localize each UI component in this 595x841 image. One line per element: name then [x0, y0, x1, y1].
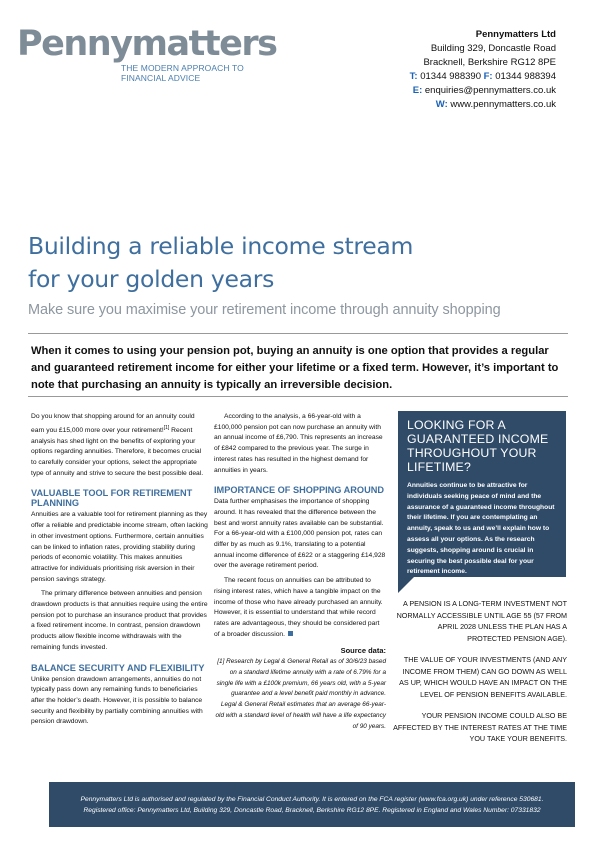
section-heading: IMPORTANCE OF SHOPPING AROUND [214, 485, 384, 496]
address-line-1: Building 329, Doncastle Road [430, 43, 556, 54]
tagline-line-1: THE MODERN APPROACH TO [121, 63, 244, 73]
footnote-ref: [1] [163, 424, 170, 431]
email-address[interactable]: enquiries@pennymatters.co.uk [424, 85, 556, 96]
boxout-tail-shape [398, 576, 415, 593]
paragraph: Data further emphasises the importance of shopping around. It has revealed that the difference between the best and worst annuity rates available can be substantial. For a 66-year-old with a £100,000 pension pot, rates can differ by as much as 9.1%, translating to a potential annual income difference of £622 or a staggering £14,928 over the average retirement period. [214, 498, 386, 570]
web-label: W: [435, 99, 448, 110]
section-heading: BALANCE SECURITY AND FLEXIBILITY [31, 662, 205, 673]
web-line [410, 98, 556, 112]
fax-number: 01344 988394 [495, 71, 556, 82]
risk-warning: YOUR PENSION INCOME COULD ALSO BE AFFECTED BY THE INTEREST RATES AT THE TIME YOU TAKE YOUR BENEFITS. [393, 711, 567, 743]
paragraph [31, 412, 208, 479]
boxout-panel [398, 411, 566, 577]
company-logo [17, 26, 276, 83]
boxout-body: Annuities continue to be attractive for individuals seeking peace of mind and the assurance of a guaranteed income throughout their lifetime. If you are contemplating an annuity, speak to us and we’ll explain how to assess all your options. As the research suggests, shopping around is crucial in securing the best possible deal for your retirement income. [407, 482, 555, 576]
boxout-title: LOOKING FOR A GUARANTEED INCOME THROUGHOUT YOUR LIFETIME? [407, 418, 549, 474]
fax-label: F: [483, 71, 493, 82]
tel-label: T: [409, 71, 418, 82]
source-title: Source data: [340, 646, 386, 656]
paragraph: Annuities are a valuable tool for retirement planning as they offer a reliable and predictable income stream, often lacking in other investment options. Furthermore, certain annuities can be linked to inflation rates, providing stability during periods of economic volatility. This makes annuities attractive for individuals prioritising risk aversion in their pension savings strategy. [31, 511, 208, 583]
paragraph-text: The recent focus on annuities can be attributed to rising interest rates, which have a tangible impact on the income of those who have already purchased an annuity. However, it is essential to understand that while record rates are advantageous, they should be considered part of a broader discussion. [214, 577, 383, 638]
paragraph: According to the analysis, a 66-year-old with a £100,000 pension pot can now purchase an annuity with an annual income of £6,790. This represents an increase of £842 compared to the previous year. The surge in interest rates has resulted in the highest demand for annuities in years. [214, 413, 383, 474]
section-heading: VALUABLE TOOL FOR RETIREMENT PLANNING [31, 488, 193, 509]
tel-number: 01344 988390 [420, 71, 481, 82]
email-label: E: [412, 85, 423, 96]
regulatory-footer [49, 782, 575, 827]
paragraph-text: Do you know that shopping around for an annuity could earn you £15,000 more over your retirement! [31, 413, 195, 434]
article-title [28, 230, 413, 296]
article-intro: When it comes to using your pension pot, buying an annuity is one option that provides a regular and guaranteed retirement income for either your lifetime or a fixed term. However, it’s important to note that purchasing an annuity is typically an irreversible decision. [31, 345, 559, 391]
paragraph-text: Recent analysis has shed light on the benefits of exploring your options regarding annuities. Therefore, it becomes crucial to carefully consider your options, select the appropriate type of annuity and strive to secure the best possible deal. [31, 426, 204, 477]
footer-line-2: Registered office: Pennymatters Ltd, Building 329, Doncastle Road, Bracknell, Berkshire RG12 8PE. Registered in England and Wales Number: 07331832 [83, 807, 541, 814]
phone-fax-line [410, 70, 556, 84]
logo-wordmark: Pennymatters [17, 24, 277, 64]
risk-warnings [393, 598, 567, 755]
title-line-2: for your golden years [28, 265, 275, 293]
company-name: Pennymatters Ltd [475, 29, 556, 40]
contact-block [410, 28, 556, 112]
tagline-line-2: FINANCIAL ADVICE [121, 73, 201, 83]
article-column-1 [31, 412, 208, 732]
logo-tagline [121, 63, 276, 83]
end-mark-icon [288, 631, 293, 636]
footer-line-1: Pennymatters Ltd is authorised and regulated by the Financial Conduct Authority. It is entered on the FCA register (www.fca.org.uk) under reference 530681. [80, 796, 544, 803]
address-line-2: Bracknell, Berkshire RG12 8PE [423, 57, 556, 68]
title-line-1: Building a reliable income stream [28, 232, 414, 260]
website-link[interactable]: www.pennymatters.co.uk [450, 99, 556, 110]
paragraph: The primary difference between annuities and pension drawdown products is that annuities require using the entire pension pot to purchase an insurance product that provides a fixed retirement income. In contrast, pension drawdown products allow flexible income withdrawals with the remaining funds invested. [31, 590, 208, 651]
risk-warning: THE VALUE OF YOUR INVESTMENTS (AND ANY INCOME FROM THEM) CAN GO DOWN AS WELL AS UP, WHICH WOULD HAVE AN IMPACT ON THE LEVEL OF PENSION BENEFITS AVAILABLE. [399, 655, 567, 699]
paragraph: Unlike pension drawdown arrangements, annuities do not typically pass down any remaining funds to beneficiaries after the holder’s death. However, it is possible to balance security and flexibility by partially combining annuities with pension drawdown. [31, 675, 203, 726]
source-body: [1] Research by Legal & General Retail as of 30/6/23 based on a standard lifetime annuity with a rate of 6.79% for a single life with a £100k premium, 66 years old, with a 5-year guarantee and a level benefit paid monthly in advance. Legal & General Retail estimates that an average 66-year-old with a standard level of health will have a life expectancy of 90 years. [215, 658, 386, 730]
article-subtitle: Make sure you maximise your retirement income through annuity shopping [28, 302, 501, 318]
risk-warning: A PENSION IS A LONG-TERM INVESTMENT NOT NORMALLY ACCESSIBLE UNTIL AGE 55 (57 FROM APRIL 2028 UNLESS THE PLAN HAS A PROTECTED PENSION AGE). [396, 599, 567, 643]
paragraph [214, 576, 386, 640]
email-line [410, 84, 556, 98]
divider-bottom [28, 396, 568, 397]
article-column-2 [214, 412, 386, 733]
divider-top [28, 333, 568, 334]
